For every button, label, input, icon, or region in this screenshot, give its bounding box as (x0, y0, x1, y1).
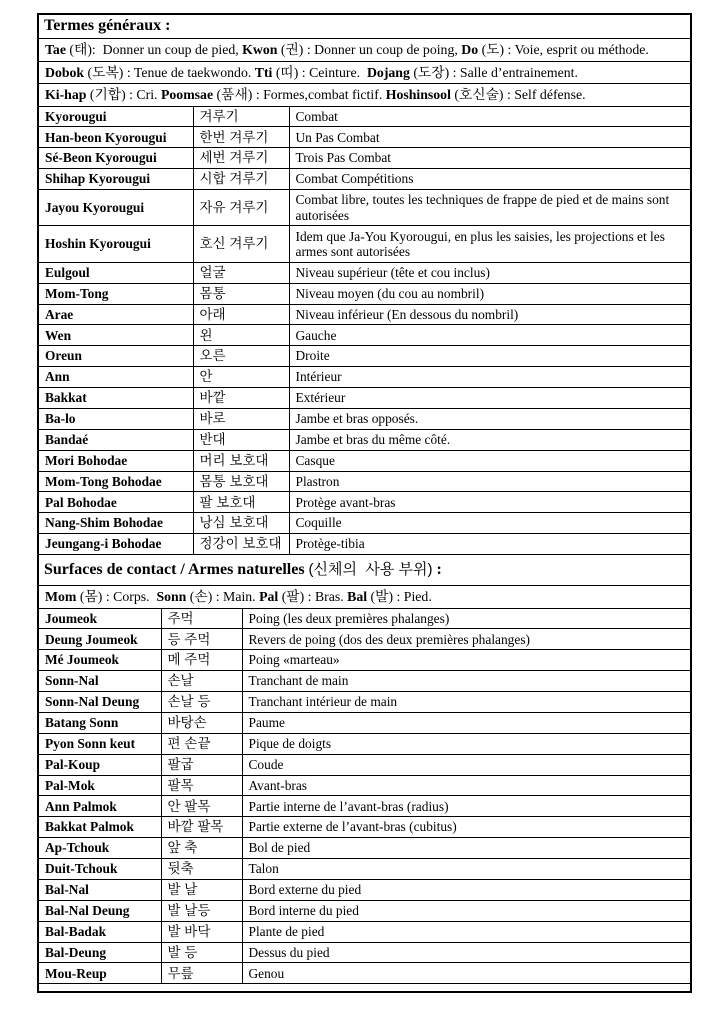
term-cell: Pal-Mok (39, 775, 161, 796)
contact-surfaces-table (39, 609, 690, 985)
hangul-cell: 왼 (193, 325, 289, 346)
table-row (39, 629, 690, 650)
intro-rows (39, 586, 690, 609)
term-cell: Bakkat Palmok (39, 817, 161, 838)
term-cell: Sé-Beon Kyorougui (39, 148, 193, 169)
french-cell: Plastron (289, 471, 690, 492)
table-row (39, 262, 690, 283)
french-cell: Partie externe de l’avant-bras (cubitus) (242, 817, 690, 838)
french-cell: Bord externe du pied (242, 879, 690, 900)
table-row (39, 859, 690, 880)
french-cell: Intérieur (289, 367, 690, 388)
hangul-cell: 겨루기 (193, 107, 289, 127)
french-cell: Niveau supérieur (tête et cou inclus) (289, 262, 690, 283)
hangul-cell: 몸통 (193, 283, 289, 304)
french-cell: Paume (242, 712, 690, 733)
text-segment: (태): Donner un coup de pied, (65, 42, 243, 57)
french-cell: Genou (242, 963, 690, 984)
table-row (39, 450, 690, 471)
text-segment: (호신술) : Self défense. (450, 87, 586, 102)
contact-surfaces-table-body (39, 609, 690, 984)
term-cell: Joumeok (39, 609, 161, 629)
text-segment: Surfaces de contact / Armes naturelles (44, 561, 309, 578)
text-segment: : (432, 561, 442, 578)
hangul-cell: 안 (193, 367, 289, 388)
term-cell: Bal-Nal Deung (39, 900, 161, 921)
hangul-cell: 세번 겨루기 (193, 148, 289, 169)
section-surfaces-de-contact (39, 555, 690, 984)
table-row (39, 942, 690, 963)
term-cell: Kyorougui (39, 107, 193, 127)
table-row (39, 471, 690, 492)
french-cell: Coude (242, 754, 690, 775)
text-segment: Sonn (156, 589, 187, 604)
hangul-cell: 바깥 (193, 388, 289, 409)
term-cell: Mom-Tong Bohodae (39, 471, 193, 492)
term-cell: Mou-Reup (39, 963, 161, 984)
french-cell: Talon (242, 859, 690, 880)
french-cell: Bord interne du pied (242, 900, 690, 921)
section-title (39, 15, 690, 39)
text-segment: (도장) : Salle d’entrainement. (409, 64, 578, 80)
table-row (39, 692, 690, 713)
table-row (39, 879, 690, 900)
table-row (39, 921, 690, 942)
text-segment: Tti (254, 64, 273, 80)
table-row (39, 169, 690, 190)
hangul-cell: 발 날 (161, 879, 242, 900)
hangul-cell: 정강이 보호대 (193, 534, 289, 555)
text-segment: (도복) : Tenue de taekwondo. (84, 64, 255, 80)
section-title (39, 555, 690, 586)
hangul-cell: 팔굽 (161, 754, 242, 775)
table-row (39, 367, 690, 388)
term-cell: Nang-Shim Bohodae (39, 513, 193, 534)
term-cell: Han-beon Kyorougui (39, 127, 193, 148)
term-cell: Pal Bohodae (39, 492, 193, 513)
french-cell: Poing «marteau» (242, 650, 690, 671)
french-cell: Gauche (289, 325, 690, 346)
table-row (39, 226, 690, 262)
french-cell: Trois Pas Combat (289, 148, 690, 169)
french-cell: Extérieur (289, 388, 690, 409)
text-segment: Ki-hap (45, 87, 87, 102)
french-cell: Tranchant de main (242, 671, 690, 692)
french-cell: Revers de poing (dos des deux premières phalanges) (242, 629, 690, 650)
french-cell: Dessus du pied (242, 942, 690, 963)
french-cell: Tranchant intérieur de main (242, 692, 690, 713)
section-title-text (44, 17, 171, 34)
table-row (39, 325, 690, 346)
text-segment: (도) : Voie, esprit ou méthode. (478, 42, 649, 57)
text-segment: (권) : Donner un coup de poing, (277, 42, 462, 57)
term-cell: Arae (39, 304, 193, 325)
table-row (39, 513, 690, 534)
hangul-cell: 안 팔목 (161, 796, 242, 817)
intro-row (39, 62, 690, 85)
french-cell: Pique de doigts (242, 733, 690, 754)
term-cell: Wen (39, 325, 193, 346)
french-cell: Idem que Ja-You Kyorougui, en plus les saisies, les projections et les armes sont autorisées (289, 226, 690, 262)
french-cell: Droite (289, 346, 690, 367)
text-segment: Do (461, 42, 479, 57)
text-segment: Tae (45, 42, 66, 57)
table-row (39, 900, 690, 921)
table-row (39, 388, 690, 409)
term-cell: Pal-Koup (39, 754, 161, 775)
table-row (39, 346, 690, 367)
hangul-cell: 등 주먹 (161, 629, 242, 650)
term-cell: Sonn-Nal Deung (39, 692, 161, 713)
table-row (39, 609, 690, 629)
term-cell: Jayou Kyorougui (39, 190, 193, 226)
hangul-cell: 호신 겨루기 (193, 226, 289, 262)
french-cell: Poing (les deux premières phalanges) (242, 609, 690, 629)
hangul-cell: 무릎 (161, 963, 242, 984)
text-segment: (띠) : Ceinture. (272, 64, 367, 80)
hangul-cell: 몸통 보호대 (193, 471, 289, 492)
table-row (39, 963, 690, 984)
table-row (39, 190, 690, 226)
text-segment: Termes généraux : (44, 17, 171, 34)
taekwondo-glossary-document (37, 13, 692, 993)
term-cell: Pyon Sonn keut (39, 733, 161, 754)
text-segment: (팔) : Bras. (278, 589, 348, 604)
text-segment: (몸) : Corps. (76, 589, 157, 604)
term-cell: Ap-Tchouk (39, 838, 161, 859)
hangul-cell: 아래 (193, 304, 289, 325)
intro-row (39, 39, 690, 62)
text-segment: Mom (45, 589, 77, 604)
intro-row (39, 586, 690, 609)
text-segment: (품새) : Formes,combat fictif. (213, 87, 386, 102)
hangul-cell: 한번 겨루기 (193, 127, 289, 148)
intro-row (39, 84, 690, 107)
french-cell: Jambe et bras du même côté. (289, 429, 690, 450)
text-segment: (기합) : Cri. (86, 87, 161, 102)
bottom-strip (39, 984, 690, 991)
hangul-cell: 발 바닥 (161, 921, 242, 942)
text-segment: Dobok (45, 64, 85, 80)
hangul-cell: 머리 보호대 (193, 450, 289, 471)
term-cell: Bal-Deung (39, 942, 161, 963)
french-cell: Combat (289, 107, 690, 127)
term-cell: Mori Bohodae (39, 450, 193, 471)
table-row (39, 775, 690, 796)
hangul-cell: 손날 (161, 671, 242, 692)
french-cell: Niveau moyen (du cou au nombril) (289, 283, 690, 304)
french-cell: Bol de pied (242, 838, 690, 859)
table-row (39, 650, 690, 671)
table-row (39, 733, 690, 754)
term-cell: Bandaé (39, 429, 193, 450)
text-segment: Hoshinsool (385, 87, 451, 102)
text-segment: Bal (347, 589, 368, 604)
text-segment: Poomsae (160, 87, 214, 102)
table-row (39, 838, 690, 859)
french-cell: Combat libre, toutes les techniques de frappe de pied et de mains sont autorisées (289, 190, 690, 226)
term-cell: Bakkat (39, 388, 193, 409)
hangul-cell: 바로 (193, 408, 289, 429)
table-row (39, 283, 690, 304)
term-cell: Jeungang-i Bohodae (39, 534, 193, 555)
term-cell: Ba-lo (39, 408, 193, 429)
text-segment: (발) : Pied. (367, 589, 432, 604)
french-cell: Niveau inférieur (En dessous du nombril) (289, 304, 690, 325)
section-termes-generaux (39, 15, 690, 555)
term-cell: Batang Sonn (39, 712, 161, 733)
text-segment: (손) : Main. (186, 589, 260, 604)
text-segment: (신체의 사용 부위) (308, 561, 433, 578)
table-row (39, 429, 690, 450)
french-cell: Combat Compétitions (289, 169, 690, 190)
hangul-cell: 뒷축 (161, 859, 242, 880)
hangul-cell: 얼굴 (193, 262, 289, 283)
hangul-cell: 자유 겨루기 (193, 190, 289, 226)
term-cell: Sonn-Nal (39, 671, 161, 692)
hangul-cell: 편 손끝 (161, 733, 242, 754)
table-row (39, 712, 690, 733)
hangul-cell: 바탕손 (161, 712, 242, 733)
general-terms-table (39, 107, 690, 556)
term-cell: Bal-Badak (39, 921, 161, 942)
hangul-cell: 주먹 (161, 609, 242, 629)
table-row (39, 492, 690, 513)
table-row (39, 817, 690, 838)
term-cell: Eulgoul (39, 262, 193, 283)
term-cell: Bal-Nal (39, 879, 161, 900)
french-cell: Jambe et bras opposés. (289, 408, 690, 429)
general-terms-table-body (39, 107, 690, 555)
table-row (39, 796, 690, 817)
hangul-cell: 반대 (193, 429, 289, 450)
intro-rows (39, 39, 690, 107)
term-cell: Oreun (39, 346, 193, 367)
hangul-cell: 발 날등 (161, 900, 242, 921)
term-cell: Duit-Tchouk (39, 859, 161, 880)
text-segment: Kwon (242, 42, 278, 57)
hangul-cell: 앞 축 (161, 838, 242, 859)
section-title-text (44, 561, 442, 578)
french-cell: Un Pas Combat (289, 127, 690, 148)
table-row (39, 127, 690, 148)
term-cell: Ann (39, 367, 193, 388)
term-cell: Ann Palmok (39, 796, 161, 817)
text-segment: Pal (259, 589, 279, 604)
hangul-cell: 오른 (193, 346, 289, 367)
term-cell: Deung Joumeok (39, 629, 161, 650)
hangul-cell: 팔목 (161, 775, 242, 796)
french-cell: Coquille (289, 513, 690, 534)
table-row (39, 304, 690, 325)
term-cell: Shihap Kyorougui (39, 169, 193, 190)
french-cell: Casque (289, 450, 690, 471)
table-row (39, 408, 690, 429)
table-row (39, 148, 690, 169)
hangul-cell: 메 주먹 (161, 650, 242, 671)
table-row (39, 107, 690, 127)
term-cell: Mom-Tong (39, 283, 193, 304)
hangul-cell: 손날 등 (161, 692, 242, 713)
hangul-cell: 시합 겨루기 (193, 169, 289, 190)
french-cell: Partie interne de l’avant-bras (radius) (242, 796, 690, 817)
table-row (39, 671, 690, 692)
table-row (39, 534, 690, 555)
french-cell: Protège-tibia (289, 534, 690, 555)
french-cell: Plante de pied (242, 921, 690, 942)
hangul-cell: 바깥 팔목 (161, 817, 242, 838)
hangul-cell: 발 등 (161, 942, 242, 963)
hangul-cell: 팔 보호대 (193, 492, 289, 513)
french-cell: Avant-bras (242, 775, 690, 796)
hangul-cell: 낭심 보호대 (193, 513, 289, 534)
table-row (39, 754, 690, 775)
text-segment: Dojang (366, 64, 410, 80)
french-cell: Protège avant-bras (289, 492, 690, 513)
term-cell: Mé Joumeok (39, 650, 161, 671)
term-cell: Hoshin Kyorougui (39, 226, 193, 262)
